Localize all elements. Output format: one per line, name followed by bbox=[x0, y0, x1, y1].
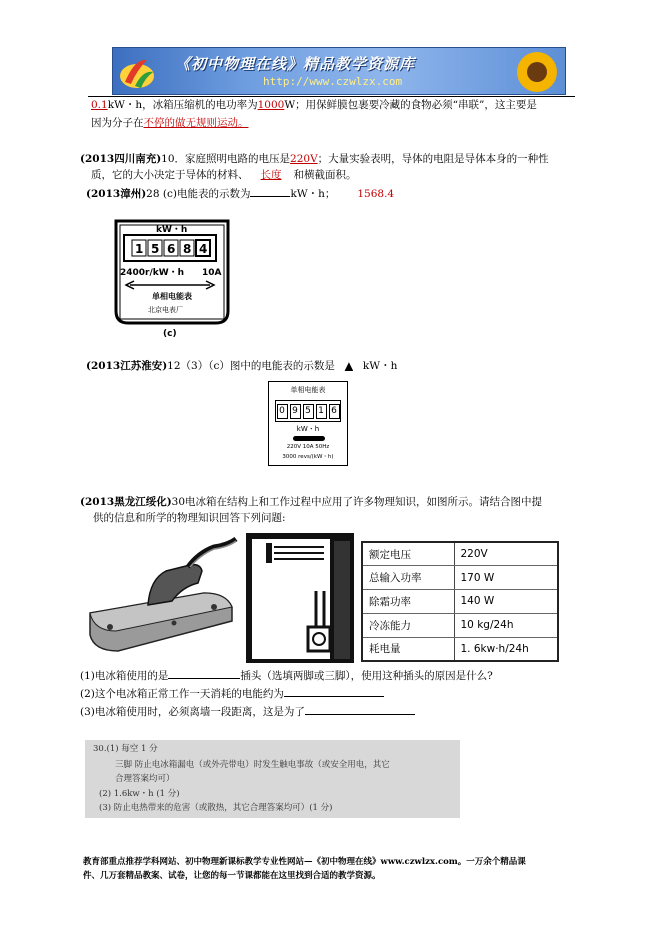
energy-meter-c bbox=[110, 215, 234, 339]
rotation-arrow-icon bbox=[126, 281, 214, 289]
question-tag: (2013黑龙江绥化) bbox=[80, 496, 172, 508]
question-heilongjiang-line-1: (2013黑龙江绥化)30电冰箱在结构上和工作过程中应用了许多物理知识，如图所示。请结合图中提 bbox=[80, 496, 543, 508]
meter1-current: 10A bbox=[202, 268, 222, 278]
intro-line-2: 因为分子在不停的做无规则运动。 bbox=[91, 117, 249, 129]
meter2-digit: 0 bbox=[277, 404, 288, 419]
three-pin-plug-figure bbox=[86, 535, 238, 663]
sunflower-icon bbox=[515, 50, 559, 94]
answer-power: 1000 bbox=[257, 99, 285, 111]
answer-marker: ▲ bbox=[344, 360, 353, 372]
socket-plug-icon bbox=[86, 535, 238, 663]
refrigerator-spec-table bbox=[361, 541, 559, 662]
question-zhangzhou: (2013漳州)28 (c)电能表的示数为 kW・h； 1568.4 bbox=[86, 188, 395, 200]
meter1-digit: 5 bbox=[151, 242, 160, 256]
question-tag: (2013四川南充) bbox=[80, 153, 162, 165]
table-row: 冷冻能力 10 kg/24h bbox=[362, 613, 558, 637]
answer-key-box bbox=[85, 740, 460, 818]
energy-meter-huaian bbox=[268, 381, 348, 466]
meter2-digit: 9 bbox=[290, 404, 301, 419]
meter2-title: 单相电能表 bbox=[290, 386, 326, 394]
banner-title: 《初中物理在线》精品教学资源库 bbox=[175, 55, 416, 73]
meter2-disc-icon bbox=[293, 436, 325, 441]
meter1-spec: 2400r/kW・h bbox=[120, 268, 185, 278]
table-row: 总输入功率 170 W bbox=[362, 566, 558, 590]
meter2-unit: kW・h bbox=[296, 425, 320, 433]
header-divider bbox=[88, 96, 575, 97]
question-tag: (2013漳州) bbox=[86, 188, 147, 200]
answer-molecule: 不停的做无规则运动。 bbox=[143, 117, 249, 129]
meter-illustration bbox=[110, 215, 234, 339]
question-tag: (2013江苏淮安) bbox=[86, 360, 168, 372]
question-sichuan-line-2: 质，它的大小决定于导体的材料、 长度 和横截面积。 bbox=[91, 169, 357, 181]
answer-blank bbox=[168, 668, 240, 679]
meter2-digit: 5 bbox=[303, 404, 314, 419]
meter2-spec2: 3000 revs/(kW・h) bbox=[282, 454, 334, 460]
sub-question-1: (1)电冰箱使用的是 插头（选填两脚或三脚），使用这种插头的原因是什么? bbox=[80, 670, 493, 682]
meter1-digit: 4 bbox=[199, 242, 208, 256]
sub-question-3: (3)电冰箱使用时，必须离墙一段距离，这是为了 bbox=[80, 704, 415, 719]
answer-line: 三脚 防止电冰箱漏电（或外壳带电）时发生触电事故（或安全用电，其它 bbox=[115, 760, 390, 770]
question-sichuan-line-1: (2013四川南充)10．家庭照明电路的电压是220V；大量实验表明，导体的电阻是导体本身的一种性 bbox=[80, 153, 549, 165]
answer-reading: 1568.4 bbox=[357, 188, 395, 200]
answer-voltage: 220V bbox=[290, 153, 318, 165]
meter1-name: 单相电能表 bbox=[152, 292, 192, 301]
table-row: 耗电量 1. 6kw·h/24h bbox=[362, 637, 558, 661]
answer-line: (2) 1.6kw・h (1 分) bbox=[99, 789, 180, 799]
refrigerator-back-icon bbox=[244, 531, 356, 665]
meter1-digit: 1 bbox=[135, 242, 144, 256]
answer-line: (3) 防止电热带来的危害（或散热，其它合理答案均可）(1 分) bbox=[99, 803, 333, 813]
answer-length: 长度 bbox=[260, 169, 282, 181]
table-row: 除霜功率 140 W bbox=[362, 590, 558, 614]
answer-energy: 0.1 bbox=[91, 99, 108, 111]
question-heilongjiang-line-2: 供的信息和所学的物理知识回答下列问题: bbox=[93, 512, 286, 524]
meter1-caption: (c) bbox=[163, 329, 177, 339]
answer-blank bbox=[250, 186, 290, 197]
meter1-digit: 8 bbox=[183, 242, 192, 256]
meter1-digit: 6 bbox=[167, 242, 176, 256]
table-row: 额定电压 220V bbox=[362, 542, 558, 566]
meter2-spec1: 220V 10A 50Hz bbox=[286, 444, 330, 450]
meter2-display bbox=[275, 400, 341, 422]
site-logo-icon bbox=[117, 52, 157, 92]
intro-line-1: 0.1kW・h，冰箱压缩机的电功率为1000W；用保鲜膜包裹要冷藏的食物必须“串联”，这主要是 bbox=[91, 99, 537, 111]
page-footer bbox=[83, 855, 573, 883]
answer-blank bbox=[305, 704, 415, 715]
question-huaian: (2013江苏淮安)12（3）（c）图中的电能表的示数是 ▲ kW・h bbox=[86, 360, 398, 372]
refrigerator-figure bbox=[244, 531, 356, 665]
answer-blank bbox=[284, 686, 384, 697]
meter1-maker: 北京电表厂 bbox=[148, 306, 183, 314]
meter2-digit: 1 bbox=[316, 404, 327, 419]
banner-url[interactable]: http://www.czwlzx.com bbox=[263, 75, 403, 88]
sub-question-2: (2)这个电冰箱正常工作一天消耗的电能约为 bbox=[80, 686, 384, 701]
answer-line: 合理答案均可） bbox=[115, 774, 175, 784]
header-banner bbox=[112, 47, 566, 95]
meter2-digit: 6 bbox=[329, 404, 340, 419]
footer-line-1: 教育部重点推荐学科网站、初中物理新课标教学专业性网站—《初中物理在线》www.czwlzx.com。一万余个精品课 bbox=[83, 857, 526, 867]
answer-line: 30.(1) 每空 1 分 bbox=[93, 744, 158, 754]
footer-line-2: 件、几万套精品教案、试卷，让您的每一节课都能在这里找到合适的教学资源。 bbox=[83, 871, 381, 881]
meter1-unit: kW・h bbox=[156, 225, 188, 235]
